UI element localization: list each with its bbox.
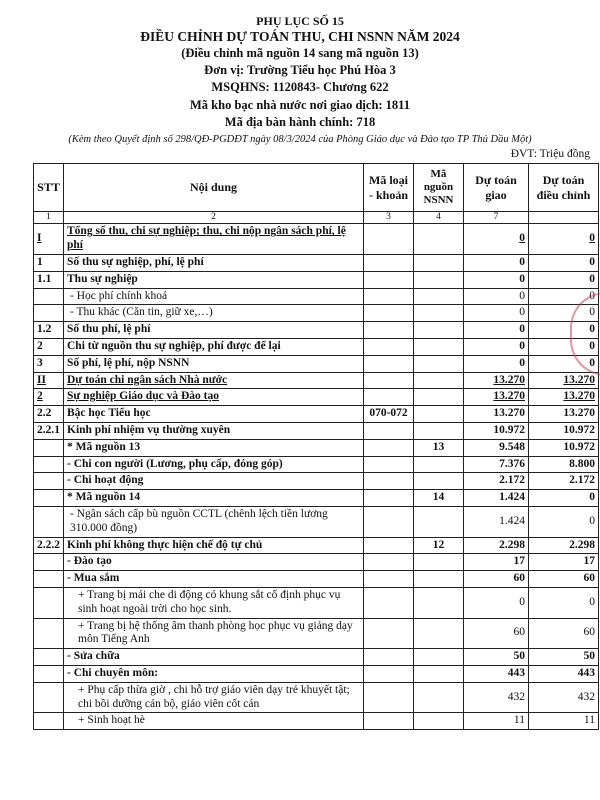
row-ma-nguon (414, 372, 464, 389)
row-ma-loai (364, 422, 414, 439)
row-du-toan-giao: 1.424 (464, 490, 529, 507)
row-content: - Thu khác (Căn tin, giữ xe,…) (64, 305, 364, 322)
row-content: Chi từ nguồn thu sự nghiệp, phí được để lại (64, 338, 364, 355)
row-content: + Trang bị hệ thống âm thanh phòng học phục vụ giảng dạy môn Tiếng Anh (64, 618, 364, 649)
row-ma-nguon (414, 271, 464, 288)
row-stt: I (34, 224, 64, 255)
table-row (34, 682, 599, 713)
table-row (34, 406, 599, 423)
row-content: * Mã nguồn 14 (64, 490, 364, 507)
row-ma-loai (364, 372, 414, 389)
appendix-number: PHỤ LỤC SỐ 15 (256, 14, 344, 28)
row-content: - Học phí chính khoá (64, 288, 364, 305)
table-row (34, 288, 599, 305)
row-ma-nguon (414, 254, 464, 271)
row-stt: 2.2.2 (34, 537, 64, 554)
column-number-row (34, 212, 599, 224)
row-ma-nguon: 14 (414, 490, 464, 507)
row-ma-nguon: 13 (414, 439, 464, 456)
row-ma-loai (364, 473, 414, 490)
table-row (34, 224, 599, 255)
table-row (34, 665, 599, 682)
row-stt (34, 490, 64, 507)
row-du-toan-dieu-chinh: 10.972 (529, 422, 599, 439)
row-content: - Chi con người (Lương, phụ cấp, đóng góp) (64, 456, 364, 473)
row-du-toan-dieu-chinh: 2.172 (529, 473, 599, 490)
row-du-toan-giao: 0 (464, 271, 529, 288)
row-ma-nguon (414, 355, 464, 372)
row-du-toan-giao: 60 (464, 618, 529, 649)
row-stt (34, 305, 64, 322)
row-content: Số phí, lệ phí, nộp NSNN (64, 355, 364, 372)
row-du-toan-dieu-chinh: 2.298 (529, 537, 599, 554)
row-stt: 2 (34, 389, 64, 406)
row-stt (34, 618, 64, 649)
row-content: - Chi chuyên môn: (64, 665, 364, 682)
row-content: Số thu sự nghiệp, phí, lệ phí (64, 254, 364, 271)
row-du-toan-giao: 432 (464, 682, 529, 713)
row-ma-loai (364, 456, 414, 473)
row-du-toan-giao: 0 (464, 305, 529, 322)
row-du-toan-giao: 10.972 (464, 422, 529, 439)
row-ma-loai (364, 554, 414, 571)
row-du-toan-giao: 0 (464, 254, 529, 271)
row-content: + Phụ cấp thừa giờ , chi hỗ trợ giáo viên dạy trẻ khuyết tật; chi bồi dưỡng cán bộ, giáo viên cốt cán (64, 682, 364, 713)
row-content: Số thu phí, lệ phí (64, 322, 364, 339)
row-stt (34, 456, 64, 473)
col-header-content: Nội dung (64, 164, 364, 212)
row-stt: 1 (34, 254, 64, 271)
decision-note: (Kèm theo Quyết định số 298/QĐ-PGDĐT ngày 08/3/2024 của Phòng Giáo dục và Đào tạo TP Thủ Dầu Một) (68, 134, 532, 145)
row-ma-nguon (414, 473, 464, 490)
column-number-cell: 2 (64, 212, 364, 224)
row-ma-nguon (414, 406, 464, 423)
row-content: - Đào tạo (64, 554, 364, 571)
row-stt (34, 713, 64, 730)
row-du-toan-dieu-chinh: 0 (529, 271, 599, 288)
row-stt (34, 665, 64, 682)
row-ma-nguon (414, 389, 464, 406)
row-stt (34, 571, 64, 588)
col-header-du-toan-giao: Dự toán giao (464, 164, 529, 212)
row-content: Tổng số thu, chi sự nghiệp; thu, chi nộp ngân sách phí, lệ phí (64, 224, 364, 255)
table-row (34, 490, 599, 507)
table-row (34, 338, 599, 355)
row-ma-loai (364, 224, 414, 255)
row-ma-nguon (414, 288, 464, 305)
row-content: Dự toán chi ngân sách Nhà nước (64, 372, 364, 389)
row-du-toan-giao: 443 (464, 665, 529, 682)
column-number-cell: 4 (414, 212, 464, 224)
table-row (34, 537, 599, 554)
row-stt: 2.2.1 (34, 422, 64, 439)
row-ma-loai: 070-072 (364, 406, 414, 423)
table-row (34, 439, 599, 456)
row-ma-nguon (414, 338, 464, 355)
row-du-toan-giao: 60 (464, 571, 529, 588)
row-du-toan-dieu-chinh: 50 (529, 649, 599, 666)
row-du-toan-dieu-chinh: 17 (529, 554, 599, 571)
row-du-toan-dieu-chinh: 443 (529, 665, 599, 682)
table-row (34, 587, 599, 618)
row-ma-loai (364, 254, 414, 271)
row-content: * Mã nguồn 13 (64, 439, 364, 456)
table-row (34, 372, 599, 389)
row-ma-loai (364, 682, 414, 713)
row-ma-loai (364, 490, 414, 507)
row-du-toan-dieu-chinh: 60 (529, 618, 599, 649)
row-du-toan-dieu-chinh: 0 (529, 506, 599, 537)
table-row (34, 506, 599, 537)
row-du-toan-dieu-chinh: 8.800 (529, 456, 599, 473)
row-ma-loai (364, 618, 414, 649)
row-stt: 3 (34, 355, 64, 372)
row-ma-loai (364, 389, 414, 406)
row-content: - Sửa chữa (64, 649, 364, 666)
table-row (34, 389, 599, 406)
row-du-toan-dieu-chinh: 13.270 (529, 372, 599, 389)
row-ma-loai (364, 439, 414, 456)
table-row (34, 355, 599, 372)
row-ma-nguon (414, 305, 464, 322)
row-stt (34, 682, 64, 713)
row-stt: 1.2 (34, 322, 64, 339)
row-content: + Sinh hoạt hè (64, 713, 364, 730)
row-content: Thu sự nghiệp (64, 271, 364, 288)
row-du-toan-giao: 1.424 (464, 506, 529, 537)
row-du-toan-dieu-chinh: 0 (529, 288, 599, 305)
col-header-ma-loai: Mã loại - khoản (364, 164, 414, 212)
row-ma-nguon (414, 224, 464, 255)
row-du-toan-giao: 0 (464, 338, 529, 355)
column-number-cell: 7 (464, 212, 529, 224)
row-ma-loai (364, 713, 414, 730)
row-du-toan-dieu-chinh: 0 (529, 587, 599, 618)
row-du-toan-dieu-chinh: 0 (529, 224, 599, 255)
row-du-toan-dieu-chinh: 60 (529, 571, 599, 588)
table-row (34, 456, 599, 473)
row-ma-nguon (414, 587, 464, 618)
row-ma-nguon (414, 506, 464, 537)
row-ma-nguon (414, 571, 464, 588)
currency-unit: ĐVT: Triệu đồng (510, 148, 590, 160)
row-du-toan-giao: 11 (464, 713, 529, 730)
row-content: Kinh phí nhiệm vụ thường xuyên (64, 422, 364, 439)
budget-table (33, 163, 599, 730)
row-ma-loai (364, 665, 414, 682)
row-ma-loai (364, 587, 414, 618)
row-ma-nguon (414, 456, 464, 473)
document-subtitle: (Điều chỉnh mã nguồn 14 sang mã nguồn 13) (181, 46, 419, 60)
row-content: Bậc học Tiểu học (64, 406, 364, 423)
table-row (34, 713, 599, 730)
budget-code: MSQHNS: 1120843- Chương 622 (211, 80, 389, 94)
col-header-stt: STT (34, 164, 64, 212)
row-ma-loai (364, 649, 414, 666)
row-du-toan-giao: 0 (464, 224, 529, 255)
row-du-toan-giao: 50 (464, 649, 529, 666)
row-du-toan-giao: 7.376 (464, 456, 529, 473)
row-ma-loai (364, 305, 414, 322)
row-du-toan-dieu-chinh: 0 (529, 338, 599, 355)
row-stt (34, 587, 64, 618)
row-stt: 1.1 (34, 271, 64, 288)
row-stt (34, 288, 64, 305)
row-ma-loai (364, 288, 414, 305)
row-content: + Trang bị mái che di động có khung sắt cố định phục vụ sinh hoạt ngoài trời cho học sinh. (64, 587, 364, 618)
column-number-cell: 3 (364, 212, 414, 224)
col-header-ma-nguon: Mã nguồn NSNN (414, 164, 464, 212)
table-row (34, 322, 599, 339)
row-ma-loai (364, 322, 414, 339)
row-du-toan-giao: 13.270 (464, 406, 529, 423)
row-du-toan-giao: 17 (464, 554, 529, 571)
table-body (34, 224, 599, 730)
table-row (34, 618, 599, 649)
row-du-toan-dieu-chinh: 0 (529, 305, 599, 322)
row-du-toan-dieu-chinh: 432 (529, 682, 599, 713)
row-du-toan-dieu-chinh: 11 (529, 713, 599, 730)
row-stt: II (34, 372, 64, 389)
column-number-cell: 1 (34, 212, 64, 224)
row-ma-loai (364, 271, 414, 288)
row-stt (34, 649, 64, 666)
row-ma-nguon: 12 (414, 537, 464, 554)
table-row (34, 254, 599, 271)
row-content: - Mua sắm (64, 571, 364, 588)
row-du-toan-dieu-chinh: 0 (529, 322, 599, 339)
row-du-toan-dieu-chinh: 10.972 (529, 439, 599, 456)
table-row (34, 305, 599, 322)
row-ma-loai (364, 506, 414, 537)
row-ma-nguon (414, 649, 464, 666)
column-number-cell (529, 212, 599, 224)
row-du-toan-giao: 0 (464, 322, 529, 339)
row-ma-nguon (414, 713, 464, 730)
row-ma-loai (364, 338, 414, 355)
table-row (34, 271, 599, 288)
table-row (34, 571, 599, 588)
row-content: - Ngân sách cấp bù nguồn CCTL (chênh lệch tiền lương 310.000 đồng) (64, 506, 364, 537)
row-stt: 2.2 (34, 406, 64, 423)
row-du-toan-giao: 0 (464, 288, 529, 305)
row-ma-loai (364, 537, 414, 554)
row-du-toan-dieu-chinh: 0 (529, 254, 599, 271)
row-du-toan-dieu-chinh: 0 (529, 355, 599, 372)
row-ma-nguon (414, 618, 464, 649)
unit-name: Đơn vị: Trường Tiểu học Phú Hòa 3 (204, 63, 396, 77)
row-du-toan-giao: 2.298 (464, 537, 529, 554)
table-row (34, 473, 599, 490)
row-du-toan-giao: 13.270 (464, 372, 529, 389)
row-content: - Chi hoạt động (64, 473, 364, 490)
row-du-toan-giao: 9.548 (464, 439, 529, 456)
row-du-toan-giao: 2.172 (464, 473, 529, 490)
col-header-du-toan-dieu-chinh: Dự toán điều chỉnh (529, 164, 599, 212)
table-row (34, 649, 599, 666)
row-ma-loai (364, 355, 414, 372)
row-ma-nguon (414, 422, 464, 439)
row-stt (34, 506, 64, 537)
row-stt (34, 554, 64, 571)
row-du-toan-dieu-chinh: 13.270 (529, 389, 599, 406)
row-stt (34, 473, 64, 490)
table-row (34, 422, 599, 439)
document-title: ĐIỀU CHỈNH DỰ TOÁN THU, CHI NSNN NĂM 2024 (140, 29, 460, 44)
row-stt: 2 (34, 338, 64, 355)
row-du-toan-giao: 0 (464, 355, 529, 372)
row-content: Sự nghiệp Giáo dục và Đào tạo (64, 389, 364, 406)
row-du-toan-dieu-chinh: 0 (529, 490, 599, 507)
treasury-code: Mã kho bạc nhà nước nơi giao dịch: 1811 (190, 98, 410, 112)
row-ma-nguon (414, 665, 464, 682)
row-stt (34, 439, 64, 456)
row-du-toan-dieu-chinh: 13.270 (529, 406, 599, 423)
row-content: Kinh phí không thực hiện chế độ tự chủ (64, 537, 364, 554)
row-ma-nguon (414, 682, 464, 713)
admin-area-code: Mã địa bàn hành chính: 718 (224, 115, 376, 129)
row-ma-loai (364, 571, 414, 588)
row-ma-nguon (414, 554, 464, 571)
row-ma-nguon (414, 322, 464, 339)
row-du-toan-giao: 0 (464, 587, 529, 618)
row-du-toan-giao: 13.270 (464, 389, 529, 406)
table-row (34, 554, 599, 571)
